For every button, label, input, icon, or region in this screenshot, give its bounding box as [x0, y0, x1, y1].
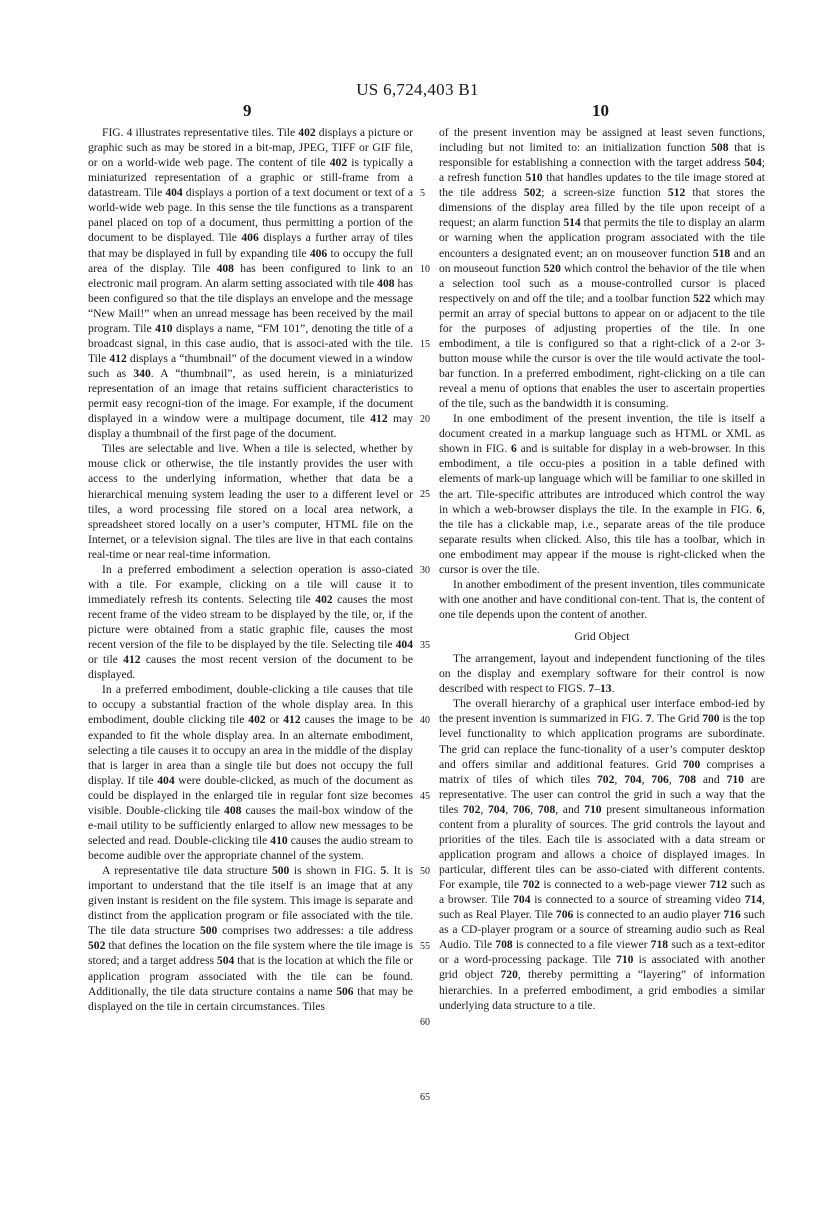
paragraph: Tiles are selectable and live. When a tile is selected, whether by mouse click or otherwise, the tile instantly provides the user with access to the underlying information, whether that data be a hierarchical menuing system leading the user to a different level or tiles, a word processing file stored on a local area network, a spreadsheet stored locally on a user’s computer, HTML file on the Internet, or a television signal. The tiles are live in that each contains real-time or near real-time information. [88, 442, 413, 561]
paragraph: In a preferred embodiment, double-clicking a tile causes that tile to occupy a substantial fraction of the whole display area. In this embodiment, double clicking tile 402 or 412 causes the image to be expanded to fit the whole display area. In an alternate embodiment, selecting a tile causes it to occupy an area in the middle of the display that is larger in area than a single tile but does not occupy the full display. If tile 404 were double-clicked, as much of the document as could be displayed in the enlarged tile in regular font size becomes visible. Double-clicking tile 408 causes the mail-box window of the e-mail utility to be sufficiently enlarged to allow new messages to be selected and read. Double-clicking tile 410 causes the audio stream to become audible over the appropriate channel of the system. [88, 683, 414, 862]
paragraph: In another embodiment of the present invention, tiles communicate with one another and have conditional con-tent. That is, the content of one tile depends upon the content of another. [439, 577, 765, 621]
line-number: 35 [420, 640, 430, 652]
paragraph: FIG. 4 illustrates representative tiles. Tile 402 displays a picture or graphic such as may be stored in a bit-map, JPEG, TIFF or GIF file, or on a world-wide web page. The content of tile 402 is typically a miniaturized representation of a graphic or still-frame from a datastream. Tile 404 displays a portion of a text document or text of a world-wide web page. In this sense the tile functions as a transparent panel placed on top of a document, thus permitting a portion of the document to be displayed. Tile 406 displays a further array of tiles that may be displayed in full by expanding tile 406 to occupy the full area of the display. Tile 408 has been configured to link to an electronic mail program. An alarm setting associated with tile 408 has been configured so that the tile displays an envelope and the message “New Mail!” when an unread message has been received by the mail program. Tile 410 displays a name, “FM 101”, denoting the title of a broadcast signal, in this case audio, that is associ-ated with the tile. Tile 412 displays a “thumbnail” of the document viewed in a window such as 340. A “thumbnail”, as used herein, is a miniaturized representation of an image that retains sufficient characteristics to permit easy recogni-tion of the image. For example, if the document displayed in a window were a multipage document, tile 412 may display a thumbnail of the first page of the document. [88, 126, 414, 441]
paragraph: A representative tile data structure 500 is shown in FIG. 5. It is important to understand that the tile itself is an image that at any given instant is resident on the file system. This image is separate and distinct from the application program or file associated with the tile. The tile data structure 500 comprises two addresses: a tile address 502 that defines the location on the file system where the tile image is stored; and a target address 504 that is the location at which the file or application program associated with the tile can be found. Additionally, the tile data structure contains a name 506 that may be displayed on the tile in certain circumstances. Tiles [88, 864, 414, 1013]
line-number: 60 [420, 1016, 430, 1028]
section-heading: Grid Object [574, 630, 630, 644]
paragraph: The arrangement, layout and independent functioning of the tiles on the display and exemplary software for their control is now described with respect to FIGS. 7–13. [439, 652, 765, 696]
line-number: 50 [420, 865, 430, 877]
line-number: 55 [420, 941, 430, 953]
right-page-number: 10 [592, 101, 609, 120]
patent-number: US 6,724,403 B1 [356, 80, 479, 99]
paragraph: The overall hierarchy of a graphical user interface embod-ied by the present invention is summarized in FIG. 7. The Grid 700 is the top level functionality to which application programs are subordinate. The grid can replace the func-tionality of a user’s computer desktop and offers similar and additional features. Grid 700 comprises a matrix of tiles of which tiles 702, 704, 706, 708 and 710 are representative. The user can control the grid in such a way that the tiles 702, 704, 706, 708, and 710 present simultaneous information content from a plurality of sources. The grid controls the layout and priorities of the tiles. Each tile is associated with a data stream or application program and allows a choice of displayed images. In particular, different tiles can be asso-ciated with different contents. For example, tile 702 is connected to a web-page viewer 712 such as a browser. Tile 704 is connected to a source of streaming video 714, such as Real Player. Tile 706 is connected to an audio player 716 such as a CD-player program or a source of streaming audio such as Real Audio. Tile 708 is connected to a file viewer 718 such as a text-editor or a word-processing package. Tile 710 is associated with another grid object 720, thereby permitting a “layering” of information hierarchies. In a preferred embodiment, a grid embodies a similar underlying data structure to a tile. [439, 697, 766, 1012]
line-number: 20 [420, 414, 430, 426]
paragraph: In a preferred embodiment a selection operation is asso-ciated with a tile. For example, clicking on a tile will cause it to immediately refresh its contents. Selecting tile 402 causes the most recent frame of the video stream to be displayed by the tile, or, if the picture were obtained from a static graphic file, causes the most recent version of the file to be displayed by the tile. Selecting tile 404 or tile 412 causes the most recent version of the document to be displayed. [88, 562, 413, 682]
left-page-number: 9 [243, 101, 252, 120]
paragraph: In one embodiment of the present invention, the tile is itself a document created in a markup language such as HTML or XML as shown in FIG. 6 and is suitable for display in a web-browser. In this embodiment, a tile occu-pies a position in a table defined with elements of mark-up language which will be familiar to one skilled in the art. Tile-specific attributes are introduced which control the way in which a web-browser displays the tile. In the example in FIG. 6, the tile has a clickable map, i.e., separate areas of the tile produce separate results when clicked. Also, this tile has a toolbar, which in one embodiment may appear if the mouse is right-clicked when the cursor is over the tile. [439, 412, 765, 576]
left-column [88, 125, 413, 1014]
line-number: 5 [420, 188, 425, 200]
line-number: 25 [420, 489, 430, 501]
right-column [439, 125, 765, 1013]
line-number: 65 [420, 1091, 430, 1103]
line-number: 40 [420, 715, 430, 727]
line-number: 30 [420, 564, 430, 576]
paragraph: of the present invention may be assigned at least seven functions, including but not limited to: an initialization function 508 that is responsible for establishing a connection with the target address 504; a refresh function 510 that handles updates to the tile image stored at the tile address 502; a screen-size function 512 that stores the dimensions of the display area filled by the tile upon receipt of a request; an alarm function 514 that permits the tile to display an alarm or warning when the application program associated with the tile encounters a designated event; an on mouseover function 518 and an on mouseout function 520 which control the behavior of the tile when a selection tool such as a mouse-controlled cursor is placed respectively on and off the tile; and a toolbar function 522 which may permit an array of special buttons to appear on or adjacent to the tile for the purposes of adjusting properties of the tile. In one embodiment, a tile is configured so that a right-click of a 2-or 3-button mouse while the cursor is over the tile would activate the tool-bar function. In a preferred embodiment, right-clicking on a tile can reveal a menu of options that enables the user to ascertain properties of the tile, such as the bandwidth it is consuming. [439, 126, 765, 411]
line-number: 10 [420, 263, 430, 275]
line-number: 15 [420, 338, 430, 350]
line-number: 45 [420, 790, 430, 802]
